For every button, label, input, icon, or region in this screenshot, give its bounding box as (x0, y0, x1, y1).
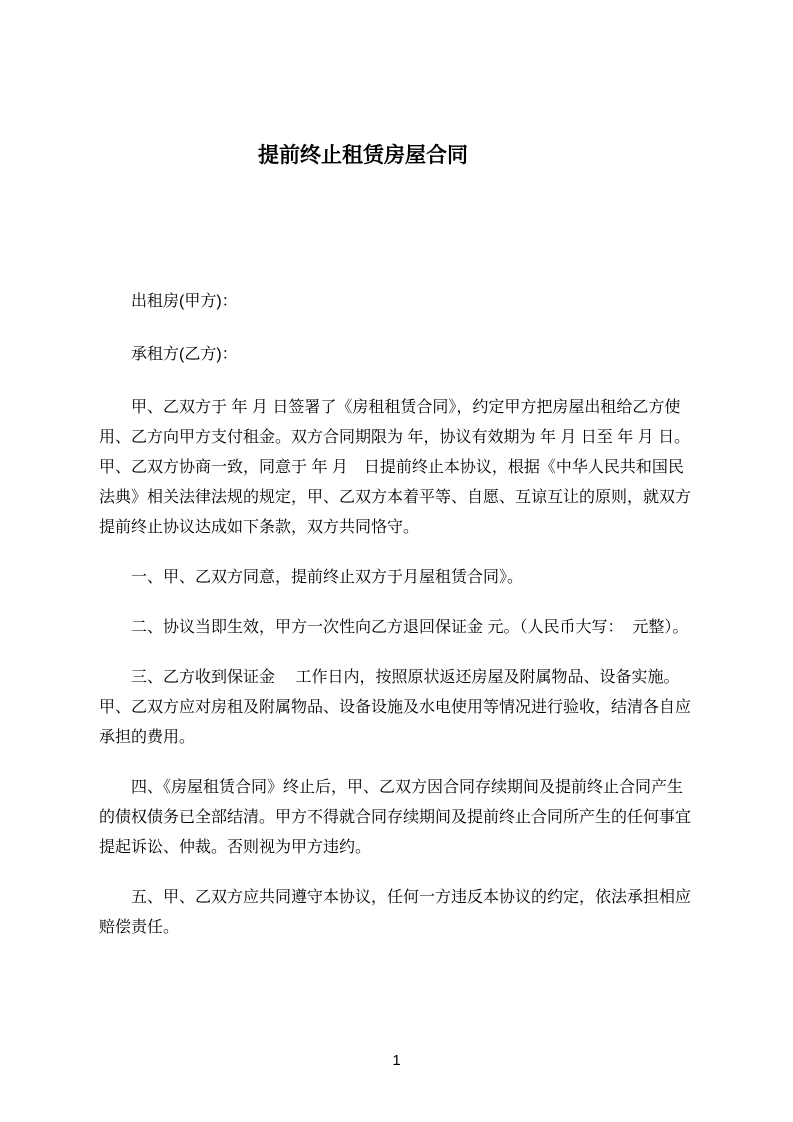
clause-5: 五、甲、乙双方应共同遵守本协议，任何一方违反本协议的约定，依法承担相应赔偿责任。 (99, 889, 692, 936)
party-lessor-line: 出租房(甲方)： (131, 293, 238, 310)
clause-4: 四、《房屋租赁合同》终止后，甲、乙双方因合同存续期间及提前终止合同产生的债权债务已全部结清。甲方不得就合同存续期间及提前终止合同所产生的任何事宜提起诉讼、仲裁。否则视为甲方违约。 (99, 779, 692, 856)
intro-paragraph: 甲、乙双方于 年 月 日签署了《房租租赁合同》，约定甲方把房屋出租给乙方使用、乙方向甲方支付租金。双方合同期限为 年，协议有效期为 年 月 日至 年 月 日。甲、乙双方协商一致，同意于 年 月 日提前终止本协议，根据《中华人民共和国民法典》相关法律法规的规定，甲、乙双方本着平等、自愿、互谅互让的原则，就双方提前终止协议达成如下条款，双方共同恪守。 (99, 399, 692, 536)
clause-2: 二、协议当即生效，甲方一次性向乙方退回保证金 元。（人民币大写： 元整）。 (131, 619, 689, 636)
party-lessee-line: 承租方(乙方)： (131, 346, 238, 363)
clause-3: 三、乙方收到保证金 工作日内，按照原状返还房屋及附属物品、设备实施。甲、乙双方应对房租及附属物品、设备设施及水电使用等情况进行验收，结清各自应承担的费用。 (99, 669, 692, 746)
document-title: 提前终止租赁房屋合同 (258, 144, 468, 167)
page-number: 1 (392, 1052, 401, 1069)
clause-1: 一、甲、乙双方同意，提前终止双方于月屋租赁合同》。 (131, 569, 524, 586)
